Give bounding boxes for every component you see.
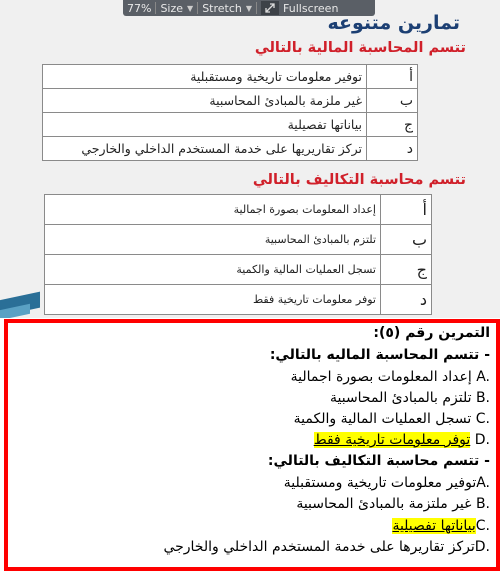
item-text: توفير معلومات تاريخية ومستقبلية (283, 475, 477, 491)
row-letter: ب (367, 89, 418, 113)
row-letter: أ (367, 65, 418, 89)
row-text: توفر معلومات تاريخية فقط (45, 285, 381, 315)
table-row (45, 255, 432, 285)
list-item (330, 390, 490, 406)
item-text: غير ملتزمة بالمبادئ المحاسبية (296, 496, 472, 512)
section1-heading: تتسم المحاسبة المالية بالتالي (254, 40, 466, 56)
row-letter: ب (381, 225, 432, 255)
list-item (291, 369, 490, 385)
table-row (43, 137, 418, 161)
size-button[interactable] (156, 0, 197, 16)
exercise-title: التمرين رقم (٥): (373, 325, 490, 341)
row-text: غير ملزمة بالمبادئ المحاسبية (43, 89, 367, 113)
table-row (45, 225, 432, 255)
item-label: D. (474, 539, 490, 555)
item-text: تركز تقاريرها على خدمة المستخدم الداخلي والخارجي (163, 539, 475, 555)
fullscreen-icon (261, 1, 279, 15)
chevron-down-icon: ▼ (245, 3, 253, 13)
row-text: إعداد المعلومات بصورة اجمالية (45, 195, 381, 225)
section2-heading: تتسم محاسبة التكاليف بالتالي (252, 172, 466, 188)
row-letter: ج (367, 113, 418, 137)
row-text: تركز تقاريريها على خدمة المستخدم الداخلي والخارجي (43, 137, 367, 161)
row-letter: ج (381, 255, 432, 285)
table-row (45, 195, 432, 225)
answer-box (4, 319, 500, 571)
row-text: بياناتها تفصيلية (43, 113, 367, 137)
item-label: B. (475, 496, 490, 512)
q2-heading: - تتسم محاسبة التكاليف بالتالي: (267, 453, 490, 469)
zoom-value: 77% (127, 1, 152, 15)
item-label: A. (476, 475, 490, 491)
item-text: إعداد المعلومات بصورة اجمالية (290, 369, 472, 385)
item-label: C. (475, 518, 490, 534)
row-text: توفير معلومات تاريخية ومستقبلية (43, 65, 367, 89)
item-label: A. (476, 369, 490, 385)
chevron-down-icon: ▼ (187, 3, 194, 13)
list-item (296, 496, 490, 512)
list-item-highlighted (314, 432, 490, 448)
q1-heading: - تتسم المحاسبة الماليه بالتالي: (269, 347, 490, 363)
item-label: B. (475, 390, 490, 406)
size-label: Size (160, 1, 184, 15)
highlighted-answer: توفر معلومات تاريخية فقط (313, 432, 471, 448)
table-row (43, 65, 418, 89)
list-item (294, 411, 490, 427)
list-item (284, 475, 490, 491)
item-text: تسجل العمليات المالية والكمية (293, 411, 472, 427)
highlighted-answer: بياناتها تفصيلية (392, 518, 476, 534)
table-row (43, 113, 418, 137)
row-letter: د (367, 137, 418, 161)
list-item-highlighted (392, 518, 490, 534)
row-text: تسجل العمليات المالية والكمية (45, 255, 381, 285)
item-text: تلتزم بالمبادئ المحاسبية (329, 390, 472, 406)
table-row (45, 285, 432, 315)
slide-title: تمارين متنوعه (327, 12, 460, 34)
section1-table (42, 64, 418, 161)
table-row (43, 89, 418, 113)
row-letter: د (381, 285, 432, 315)
list-item (163, 539, 490, 555)
fullscreen-label: Fullscreen (283, 1, 339, 15)
section2-table (44, 194, 432, 315)
item-label: C. (475, 411, 490, 427)
stretch-label: Stretch (202, 1, 242, 15)
zoom-level[interactable] (123, 0, 155, 16)
stretch-button[interactable] (198, 0, 256, 16)
row-text: تلتزم بالمبادئ المحاسبية (45, 225, 381, 255)
row-letter: أ (381, 195, 432, 225)
item-label: D. (474, 432, 490, 448)
